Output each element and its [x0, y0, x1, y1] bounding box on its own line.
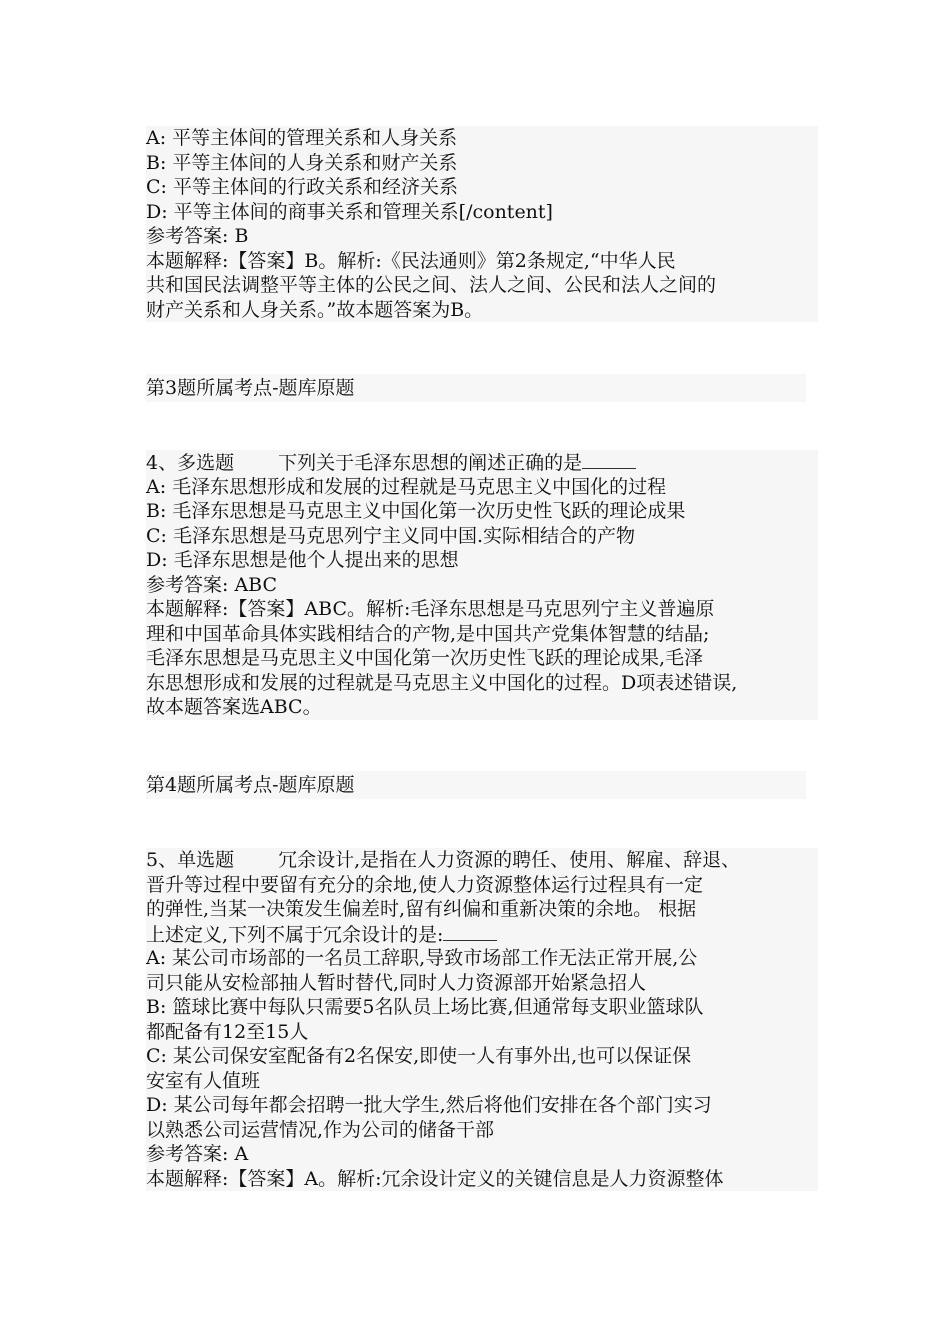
q5-option-b-cont: 都配备有12至15人 [146, 1020, 309, 1043]
q5-explanation-line: 本题解释:【答案】A。解析:冗余设计定义的关键信息是人力资源整体 [146, 1167, 724, 1190]
q4-option-b: B: 毛泽东思想是马克思主义中国化第一次历史性飞跃的理论成果 [146, 500, 686, 522]
q2-option-a: A: 平等主体间的管理关系和人身关系 [146, 127, 458, 149]
q5-answer: 参考答案: A [146, 1143, 249, 1165]
q2-explanation-line: 共和国民法调整平等主体的公民之间、法人之间、公民和法人之间的 [146, 274, 717, 296]
q5-stem-line: 上述定义,下列不属于冗余设计的是: [146, 923, 444, 946]
q2-explanation-line: 本题解释:【答案】B。解析:《民法通则》第2条规定,“中华人民 [146, 249, 676, 272]
q4-header [146, 450, 818, 475]
q2-answer: 参考答案: B [146, 225, 249, 247]
q5-option-a: A: 某公司市场部的一名员工辞职,导致市场部工作无法正常开展,公 [146, 947, 698, 969]
q4-explanation-line: 毛泽东思想是马克思主义中国化第一次历史性飞跃的理论成果,毛泽 [146, 647, 704, 669]
q5-number: 5、单选题 [146, 849, 235, 871]
question-4-block [146, 450, 818, 720]
q5-option-a-cont: 司只能从安检部抽人暂时替代,同时人力资源部开始紧急招人 [146, 971, 647, 994]
question-5-block [146, 848, 818, 1191]
q5-option-d-cont: 以熟悉公司运营情况,作为公司的储备干部 [146, 1118, 495, 1141]
q5-option-d: D: 某公司每年都会招聘一批大学生,然后将他们安排在各个部门实习 [146, 1094, 712, 1116]
q5-stem-line: 晋升等过程中要留有充分的余地,使人力资源整体运行过程具有一定 [146, 873, 704, 896]
q5-stem-last-line [146, 922, 818, 947]
q5-stem-line: 冗余设计,是指在人力资源的聘任、使用、解雇、辞退、 [278, 849, 741, 871]
q2-option-c: C: 平等主体间的行政关系和经济关系 [146, 176, 458, 198]
q4-option-c: C: 毛泽东思想是马克思列宁主义同中国.实际相结合的产物 [146, 524, 636, 547]
q4-explanation-line: 故本题答案选ABC。 [146, 696, 322, 718]
topic-3-heading: 第3题所属考点-题库原题 [146, 374, 806, 402]
q2-option-d: D: 平等主体间的商事关系和管理关系[/content] [146, 200, 553, 223]
q4-explanation-line: 本题解释:【答案】ABC。解析:毛泽东思想是马克思列宁主义普遍原 [146, 598, 715, 620]
topic-4-heading: 第4题所属考点-题库原题 [146, 771, 806, 799]
q4-explanation-line: 东思想形成和发展的过程就是马克思主义中国化的过程。D项表述错误, [146, 671, 738, 694]
q5-option-b: B: 篮球比赛中每队只需要5名队员上场比赛,但通常每支职业篮球队 [146, 996, 704, 1018]
q5-option-c: C: 某公司保安室配备有2名保安,即使一人有事外出,也可以保证保 [146, 1045, 692, 1067]
q4-option-d: D: 毛泽东思想是他个人提出来的思想 [146, 549, 459, 571]
q2-option-b: B: 平等主体间的人身关系和财产关系 [146, 151, 458, 174]
q4-answer: 参考答案: ABC [146, 573, 278, 596]
q5-option-c-cont: 安室有人值班 [146, 1069, 261, 1092]
q4-stem: 下列关于毛泽东思想的阐述正确的是 [278, 452, 583, 474]
answer-blank [582, 450, 636, 469]
question-2-block [146, 126, 818, 322]
q5-stem-line: 的弹性,当某一决策发生偏差时,留有纠偏和重新决策的余地。 根据 [146, 898, 697, 920]
q4-option-a: A: 毛泽东思想形成和发展的过程就是马克思主义中国化的过程 [146, 475, 667, 498]
q2-explanation-line: 财产关系和人身关系。”故本题答案为B。 [146, 298, 484, 321]
answer-blank [443, 922, 497, 941]
q5-header [146, 848, 818, 873]
q4-number: 4、多选题 [146, 452, 235, 474]
q4-explanation-line: 理和中国革命具体实践相结合的产物,是中国共产党集体智慧的结晶; [146, 622, 710, 645]
